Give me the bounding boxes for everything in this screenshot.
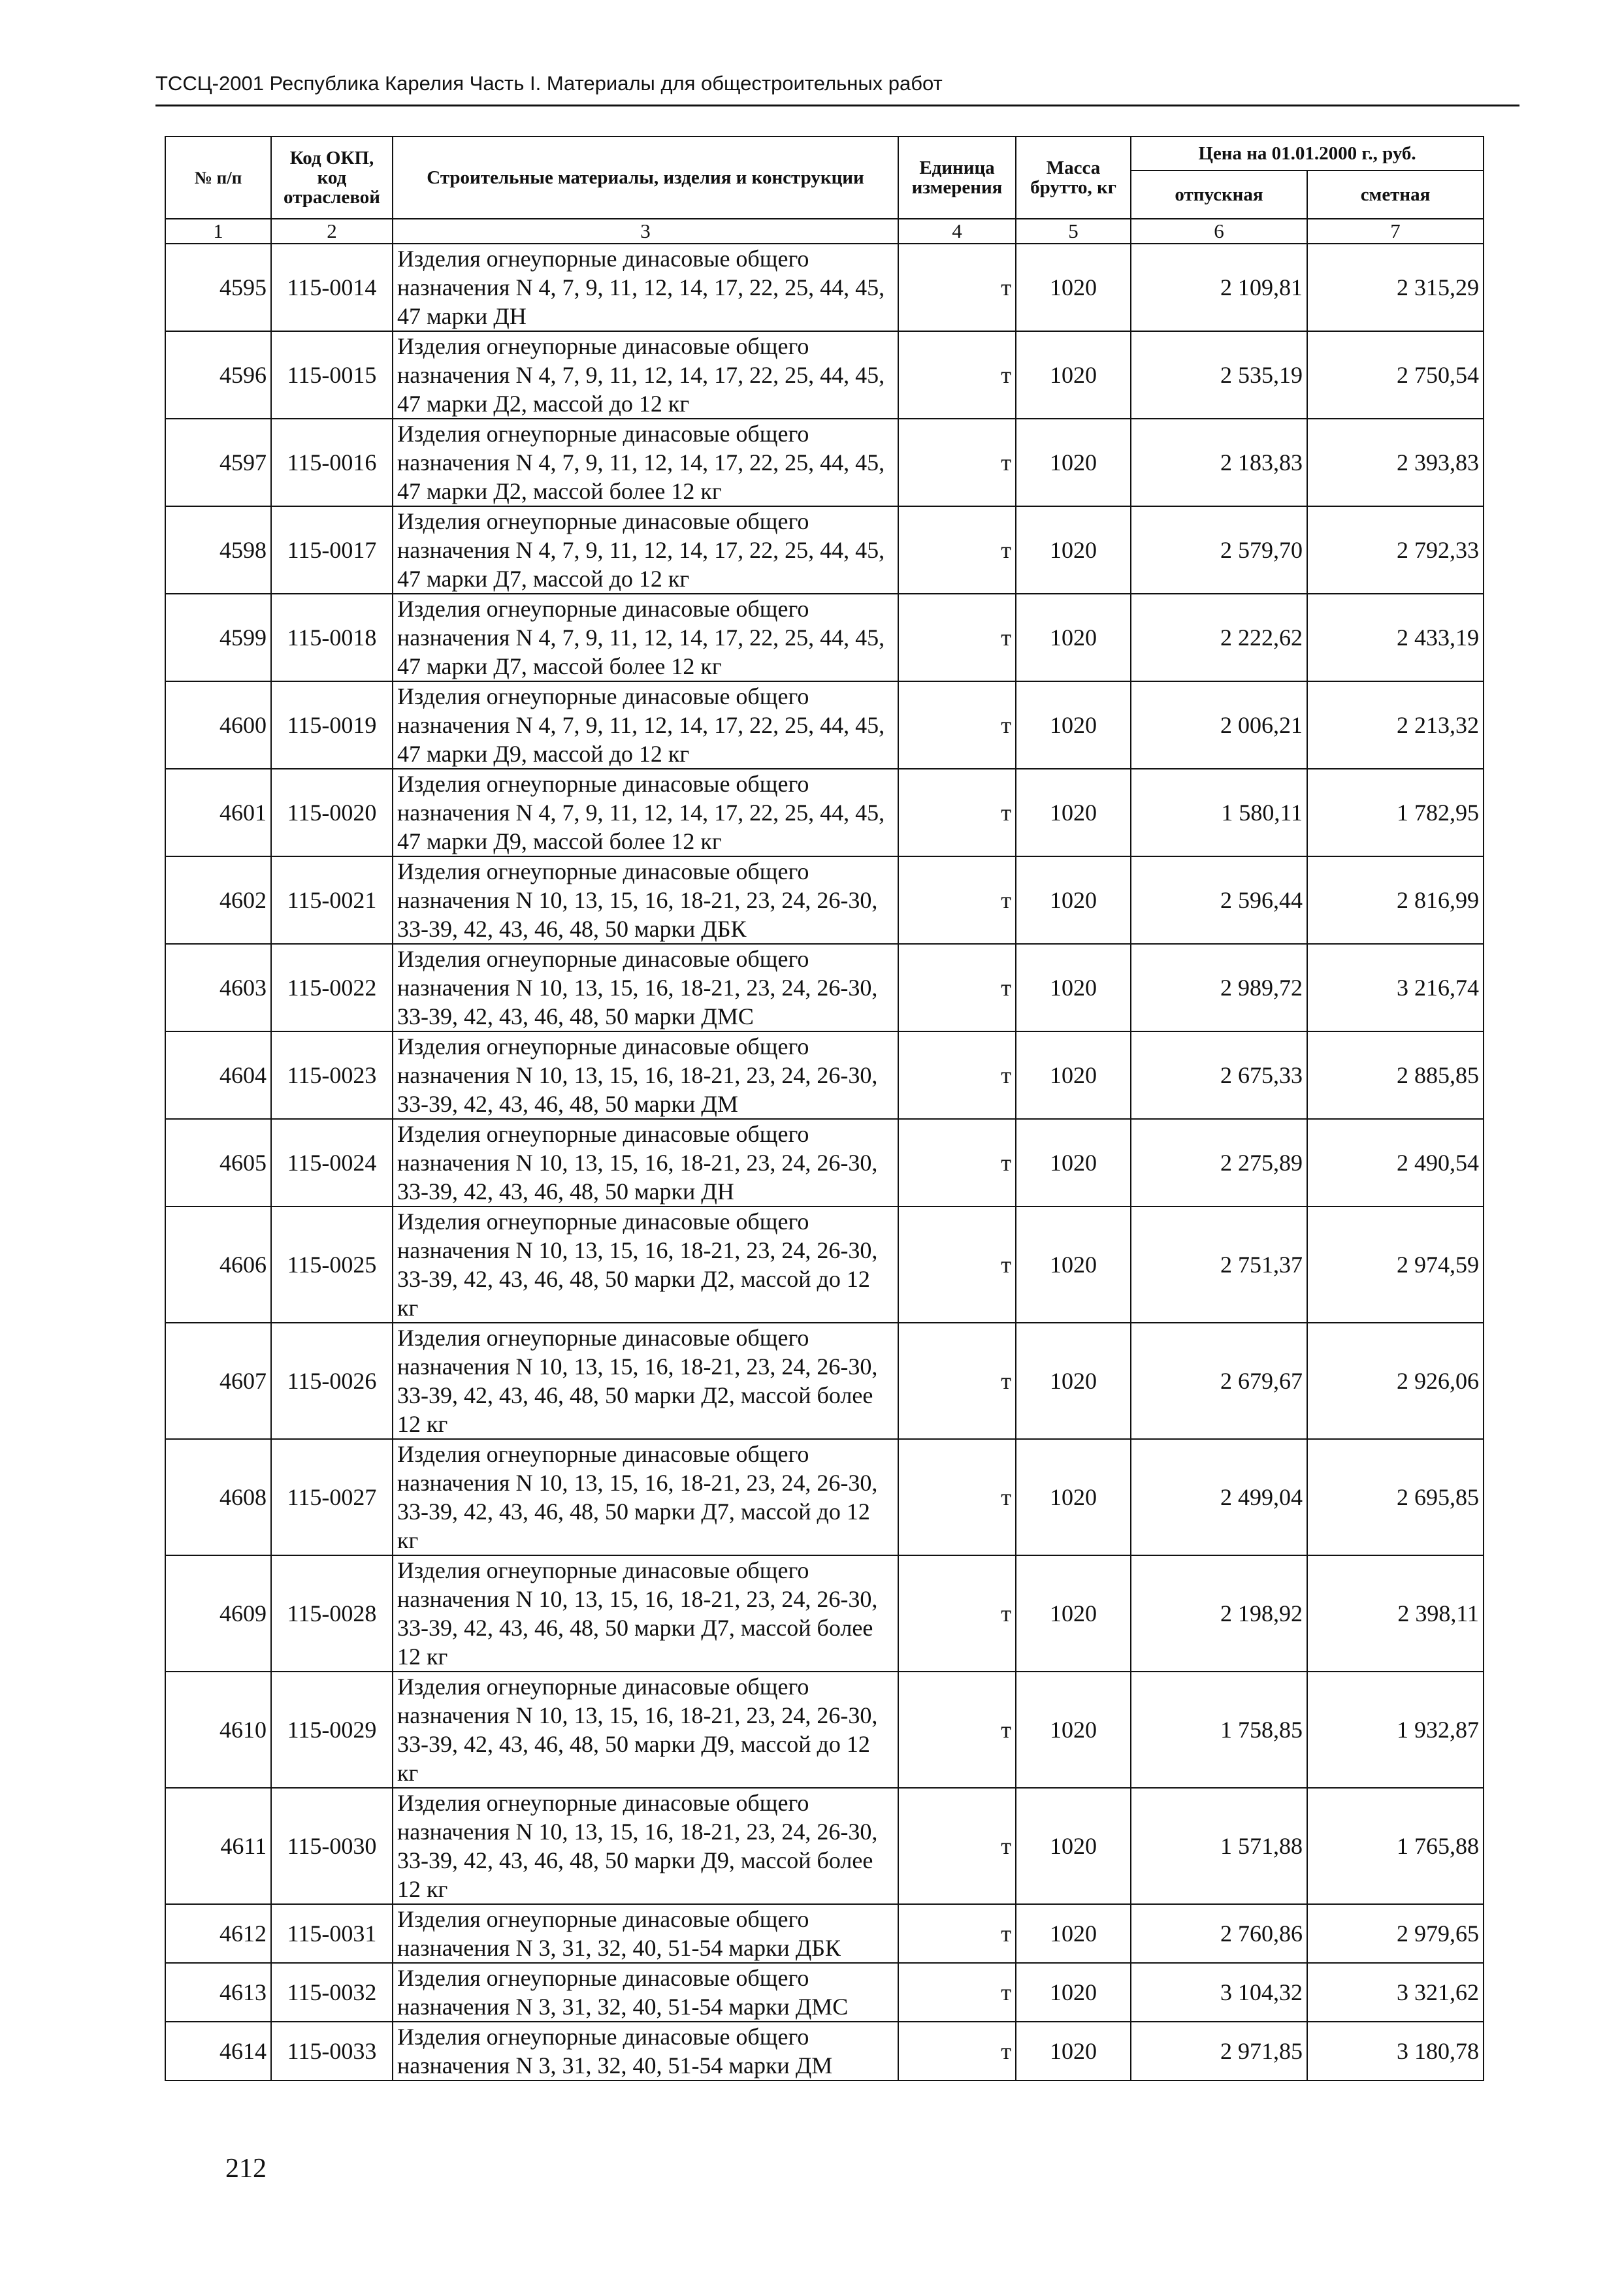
- table-row: [165, 2022, 1484, 2081]
- row-unit: т: [898, 856, 1016, 944]
- row-code: 115-0018: [271, 594, 393, 681]
- row-number: 4601: [165, 769, 271, 856]
- row-description: Изделия огнеупорные динасовые общего назначения N 3, 31, 32, 40, 51-54 марки ДМ: [393, 2022, 898, 2081]
- row-number: 4607: [165, 1323, 271, 1439]
- column-number: 6: [1131, 219, 1307, 244]
- table-row: [165, 244, 1484, 331]
- row-price-estimate: 2 926,06: [1307, 1323, 1484, 1439]
- table-row: [165, 1672, 1484, 1788]
- row-unit: т: [898, 1555, 1016, 1672]
- row-number: 4613: [165, 1963, 271, 2022]
- row-unit: т: [898, 506, 1016, 594]
- row-price-estimate: 2 695,85: [1307, 1439, 1484, 1555]
- row-description: Изделия огнеупорные динасовые общего назначения N 10, 13, 15, 16, 18-21, 23, 24, 26-30, 33-39, 42, 43, 46, 48, 50 марки ДМС: [393, 944, 898, 1031]
- column-header-mass: Масса брутто, кг: [1016, 137, 1131, 219]
- table-row: [165, 419, 1484, 506]
- column-header-code: Код ОКП, код отраслевой: [271, 137, 393, 219]
- table-row: [165, 681, 1484, 769]
- row-number: 4611: [165, 1788, 271, 1904]
- row-price-release: 2 499,04: [1131, 1439, 1307, 1555]
- column-header-unit: Единица измерения: [898, 137, 1016, 219]
- row-unit: т: [898, 244, 1016, 331]
- row-code: 115-0019: [271, 681, 393, 769]
- row-number: 4600: [165, 681, 271, 769]
- row-price-release: 2 006,21: [1131, 681, 1307, 769]
- row-number: 4612: [165, 1904, 271, 1963]
- row-unit: т: [898, 769, 1016, 856]
- page-number: 212: [225, 2154, 267, 2184]
- row-code: 115-0017: [271, 506, 393, 594]
- row-price-release: 2 222,62: [1131, 594, 1307, 681]
- row-code: 115-0015: [271, 331, 393, 419]
- row-mass: 1020: [1016, 1788, 1131, 1904]
- row-code: 115-0023: [271, 1031, 393, 1119]
- column-header-num: № п/п: [165, 137, 271, 219]
- row-description: Изделия огнеупорные динасовые общего назначения N 4, 7, 9, 11, 12, 14, 17, 22, 25, 44, 45, 47 марки Д2, массой до 12 кг: [393, 331, 898, 419]
- row-price-release: 2 760,86: [1131, 1904, 1307, 1963]
- row-code: 115-0024: [271, 1119, 393, 1206]
- table-row: [165, 1963, 1484, 2022]
- row-description: Изделия огнеупорные динасовые общего назначения N 10, 13, 15, 16, 18-21, 23, 24, 26-30, 33-39, 42, 43, 46, 48, 50 марки Д7, массой более 12 кг: [393, 1555, 898, 1672]
- row-number: 4614: [165, 2022, 271, 2081]
- row-price-release: 2 675,33: [1131, 1031, 1307, 1119]
- table-row: [165, 594, 1484, 681]
- row-description: Изделия огнеупорные динасовые общего назначения N 4, 7, 9, 11, 12, 14, 17, 22, 25, 44, 45, 47 марки Д9, массой до 12 кг: [393, 681, 898, 769]
- row-unit: т: [898, 1439, 1016, 1555]
- row-code: 115-0032: [271, 1963, 393, 2022]
- table-row: [165, 856, 1484, 944]
- row-number: 4610: [165, 1672, 271, 1788]
- row-code: 115-0031: [271, 1904, 393, 1963]
- column-number: 3: [393, 219, 898, 244]
- row-unit: т: [898, 1031, 1016, 1119]
- row-number: 4595: [165, 244, 271, 331]
- row-price-release: 3 104,32: [1131, 1963, 1307, 2022]
- page-header-title: ТССЦ-2001 Республика Карелия Часть I. Материалы для общестроительных работ: [155, 72, 943, 95]
- table-row: [165, 1119, 1484, 1206]
- row-price-estimate: 2 490,54: [1307, 1119, 1484, 1206]
- table-row: [165, 944, 1484, 1031]
- row-description: Изделия огнеупорные динасовые общего назначения N 10, 13, 15, 16, 18-21, 23, 24, 26-30, 33-39, 42, 43, 46, 48, 50 марки Д2, массой более 12 кг: [393, 1323, 898, 1439]
- row-unit: т: [898, 944, 1016, 1031]
- table-row: [165, 1439, 1484, 1555]
- row-unit: т: [898, 331, 1016, 419]
- table-row: [165, 769, 1484, 856]
- row-price-estimate: 1 765,88: [1307, 1788, 1484, 1904]
- column-header-price-group: Цена на 01.01.2000 г., руб.: [1131, 137, 1484, 170]
- row-number: 4598: [165, 506, 271, 594]
- row-price-release: 2 971,85: [1131, 2022, 1307, 2081]
- row-mass: 1020: [1016, 506, 1131, 594]
- row-description: Изделия огнеупорные динасовые общего назначения N 10, 13, 15, 16, 18-21, 23, 24, 26-30, 33-39, 42, 43, 46, 48, 50 марки Д9, массой более 12 кг: [393, 1788, 898, 1904]
- row-mass: 1020: [1016, 331, 1131, 419]
- row-number: 4609: [165, 1555, 271, 1672]
- row-unit: т: [898, 1788, 1016, 1904]
- row-mass: 1020: [1016, 594, 1131, 681]
- row-mass: 1020: [1016, 1963, 1131, 2022]
- row-code: 115-0016: [271, 419, 393, 506]
- row-code: 115-0027: [271, 1439, 393, 1555]
- row-unit: т: [898, 1904, 1016, 1963]
- row-unit: т: [898, 1672, 1016, 1788]
- row-unit: т: [898, 419, 1016, 506]
- row-price-estimate: 3 180,78: [1307, 2022, 1484, 2081]
- row-number: 4605: [165, 1119, 271, 1206]
- row-description: Изделия огнеупорные динасовые общего назначения N 10, 13, 15, 16, 18-21, 23, 24, 26-30, 33-39, 42, 43, 46, 48, 50 марки Д9, массой до 12 кг: [393, 1672, 898, 1788]
- row-price-estimate: 2 315,29: [1307, 244, 1484, 331]
- column-header-name: Строительные материалы, изделия и конструкции: [393, 137, 898, 219]
- row-price-estimate: 2 885,85: [1307, 1031, 1484, 1119]
- row-price-release: 2 989,72: [1131, 944, 1307, 1031]
- row-description: Изделия огнеупорные динасовые общего назначения N 10, 13, 15, 16, 18-21, 23, 24, 26-30, 33-39, 42, 43, 46, 48, 50 марки ДМ: [393, 1031, 898, 1119]
- row-description: Изделия огнеупорные динасовые общего назначения N 10, 13, 15, 16, 18-21, 23, 24, 26-30, 33-39, 42, 43, 46, 48, 50 марки Д2, массой до 12 кг: [393, 1206, 898, 1323]
- row-mass: 1020: [1016, 769, 1131, 856]
- row-price-release: 2 535,19: [1131, 331, 1307, 419]
- row-code: 115-0028: [271, 1555, 393, 1672]
- row-mass: 1020: [1016, 1031, 1131, 1119]
- row-price-estimate: 1 782,95: [1307, 769, 1484, 856]
- row-price-estimate: 2 816,99: [1307, 856, 1484, 944]
- table-row: [165, 1904, 1484, 1963]
- table-row: [165, 1788, 1484, 1904]
- row-number: 4604: [165, 1031, 271, 1119]
- table-row: [165, 1323, 1484, 1439]
- table-row: [165, 331, 1484, 419]
- row-mass: 1020: [1016, 1119, 1131, 1206]
- row-mass: 1020: [1016, 1206, 1131, 1323]
- row-price-estimate: 2 979,65: [1307, 1904, 1484, 1963]
- row-unit: т: [898, 1323, 1016, 1439]
- row-price-estimate: 1 932,87: [1307, 1672, 1484, 1788]
- row-description: Изделия огнеупорные динасовые общего назначения N 4, 7, 9, 11, 12, 14, 17, 22, 25, 44, 45, 47 марки Д9, массой более 12 кг: [393, 769, 898, 856]
- column-number: 1: [165, 219, 271, 244]
- column-number: 4: [898, 219, 1016, 244]
- column-number-row: [165, 219, 1484, 244]
- row-unit: т: [898, 594, 1016, 681]
- row-mass: 1020: [1016, 2022, 1131, 2081]
- row-mass: 1020: [1016, 1672, 1131, 1788]
- row-number: 4608: [165, 1439, 271, 1555]
- row-description: Изделия огнеупорные динасовые общего назначения N 4, 7, 9, 11, 12, 14, 17, 22, 25, 44, 45, 47 марки Д2, массой более 12 кг: [393, 419, 898, 506]
- row-unit: т: [898, 1206, 1016, 1323]
- price-table: [165, 136, 1484, 2081]
- row-code: 115-0025: [271, 1206, 393, 1323]
- row-unit: т: [898, 1119, 1016, 1206]
- row-price-release: 2 596,44: [1131, 856, 1307, 944]
- row-unit: т: [898, 681, 1016, 769]
- row-price-estimate: 2 398,11: [1307, 1555, 1484, 1672]
- row-number: 4597: [165, 419, 271, 506]
- row-mass: 1020: [1016, 1323, 1131, 1439]
- row-price-estimate: 2 213,32: [1307, 681, 1484, 769]
- row-mass: 1020: [1016, 244, 1131, 331]
- row-description: Изделия огнеупорные динасовые общего назначения N 4, 7, 9, 11, 12, 14, 17, 22, 25, 44, 45, 47 марки ДН: [393, 244, 898, 331]
- row-code: 115-0026: [271, 1323, 393, 1439]
- row-code: 115-0029: [271, 1672, 393, 1788]
- row-price-estimate: 3 216,74: [1307, 944, 1484, 1031]
- row-price-release: 2 751,37: [1131, 1206, 1307, 1323]
- table-row: [165, 506, 1484, 594]
- row-code: 115-0033: [271, 2022, 393, 2081]
- row-code: 115-0022: [271, 944, 393, 1031]
- row-number: 4606: [165, 1206, 271, 1323]
- row-mass: 1020: [1016, 681, 1131, 769]
- column-number: 5: [1016, 219, 1131, 244]
- row-description: Изделия огнеупорные динасовые общего назначения N 4, 7, 9, 11, 12, 14, 17, 22, 25, 44, 45, 47 марки Д7, массой до 12 кг: [393, 506, 898, 594]
- table-row: [165, 1206, 1484, 1323]
- row-description: Изделия огнеупорные динасовые общего назначения N 10, 13, 15, 16, 18-21, 23, 24, 26-30, 33-39, 42, 43, 46, 48, 50 марки ДБК: [393, 856, 898, 944]
- row-price-release: 2 579,70: [1131, 506, 1307, 594]
- header-divider: [155, 105, 1519, 106]
- row-mass: 1020: [1016, 1904, 1131, 1963]
- row-price-estimate: 2 433,19: [1307, 594, 1484, 681]
- row-price-release: 2 183,83: [1131, 419, 1307, 506]
- column-number: 7: [1307, 219, 1484, 244]
- row-description: Изделия огнеупорные динасовые общего назначения N 10, 13, 15, 16, 18-21, 23, 24, 26-30, 33-39, 42, 43, 46, 48, 50 марки Д7, массой до 12 кг: [393, 1439, 898, 1555]
- row-unit: т: [898, 1963, 1016, 2022]
- row-mass: 1020: [1016, 856, 1131, 944]
- row-price-estimate: 2 974,59: [1307, 1206, 1484, 1323]
- row-mass: 1020: [1016, 944, 1131, 1031]
- row-price-release: 2 275,89: [1131, 1119, 1307, 1206]
- row-price-release: 2 679,67: [1131, 1323, 1307, 1439]
- row-number: 4602: [165, 856, 271, 944]
- row-number: 4599: [165, 594, 271, 681]
- table-row: [165, 1031, 1484, 1119]
- row-price-release: 1 758,85: [1131, 1672, 1307, 1788]
- row-description: Изделия огнеупорные динасовые общего назначения N 10, 13, 15, 16, 18-21, 23, 24, 26-30, 33-39, 42, 43, 46, 48, 50 марки ДН: [393, 1119, 898, 1206]
- row-price-estimate: 3 321,62: [1307, 1963, 1484, 2022]
- row-code: 115-0014: [271, 244, 393, 331]
- row-price-estimate: 2 750,54: [1307, 331, 1484, 419]
- row-code: 115-0021: [271, 856, 393, 944]
- column-header-price-release: отпускная: [1131, 170, 1307, 219]
- row-mass: 1020: [1016, 1439, 1131, 1555]
- column-number: 2: [271, 219, 393, 244]
- row-description: Изделия огнеупорные динасовые общего назначения N 4, 7, 9, 11, 12, 14, 17, 22, 25, 44, 45, 47 марки Д7, массой более 12 кг: [393, 594, 898, 681]
- row-unit: т: [898, 2022, 1016, 2081]
- row-price-estimate: 2 792,33: [1307, 506, 1484, 594]
- row-price-estimate: 2 393,83: [1307, 419, 1484, 506]
- row-number: 4596: [165, 331, 271, 419]
- row-code: 115-0030: [271, 1788, 393, 1904]
- row-mass: 1020: [1016, 419, 1131, 506]
- row-description: Изделия огнеупорные динасовые общего назначения N 3, 31, 32, 40, 51-54 марки ДМС: [393, 1963, 898, 2022]
- row-price-release: 1 580,11: [1131, 769, 1307, 856]
- row-price-release: 1 571,88: [1131, 1788, 1307, 1904]
- row-mass: 1020: [1016, 1555, 1131, 1672]
- row-code: 115-0020: [271, 769, 393, 856]
- row-price-release: 2 109,81: [1131, 244, 1307, 331]
- row-price-release: 2 198,92: [1131, 1555, 1307, 1672]
- table-row: [165, 1555, 1484, 1672]
- row-number: 4603: [165, 944, 271, 1031]
- column-header-price-estimate: сметная: [1307, 170, 1484, 219]
- row-description: Изделия огнеупорные динасовые общего назначения N 3, 31, 32, 40, 51-54 марки ДБК: [393, 1904, 898, 1963]
